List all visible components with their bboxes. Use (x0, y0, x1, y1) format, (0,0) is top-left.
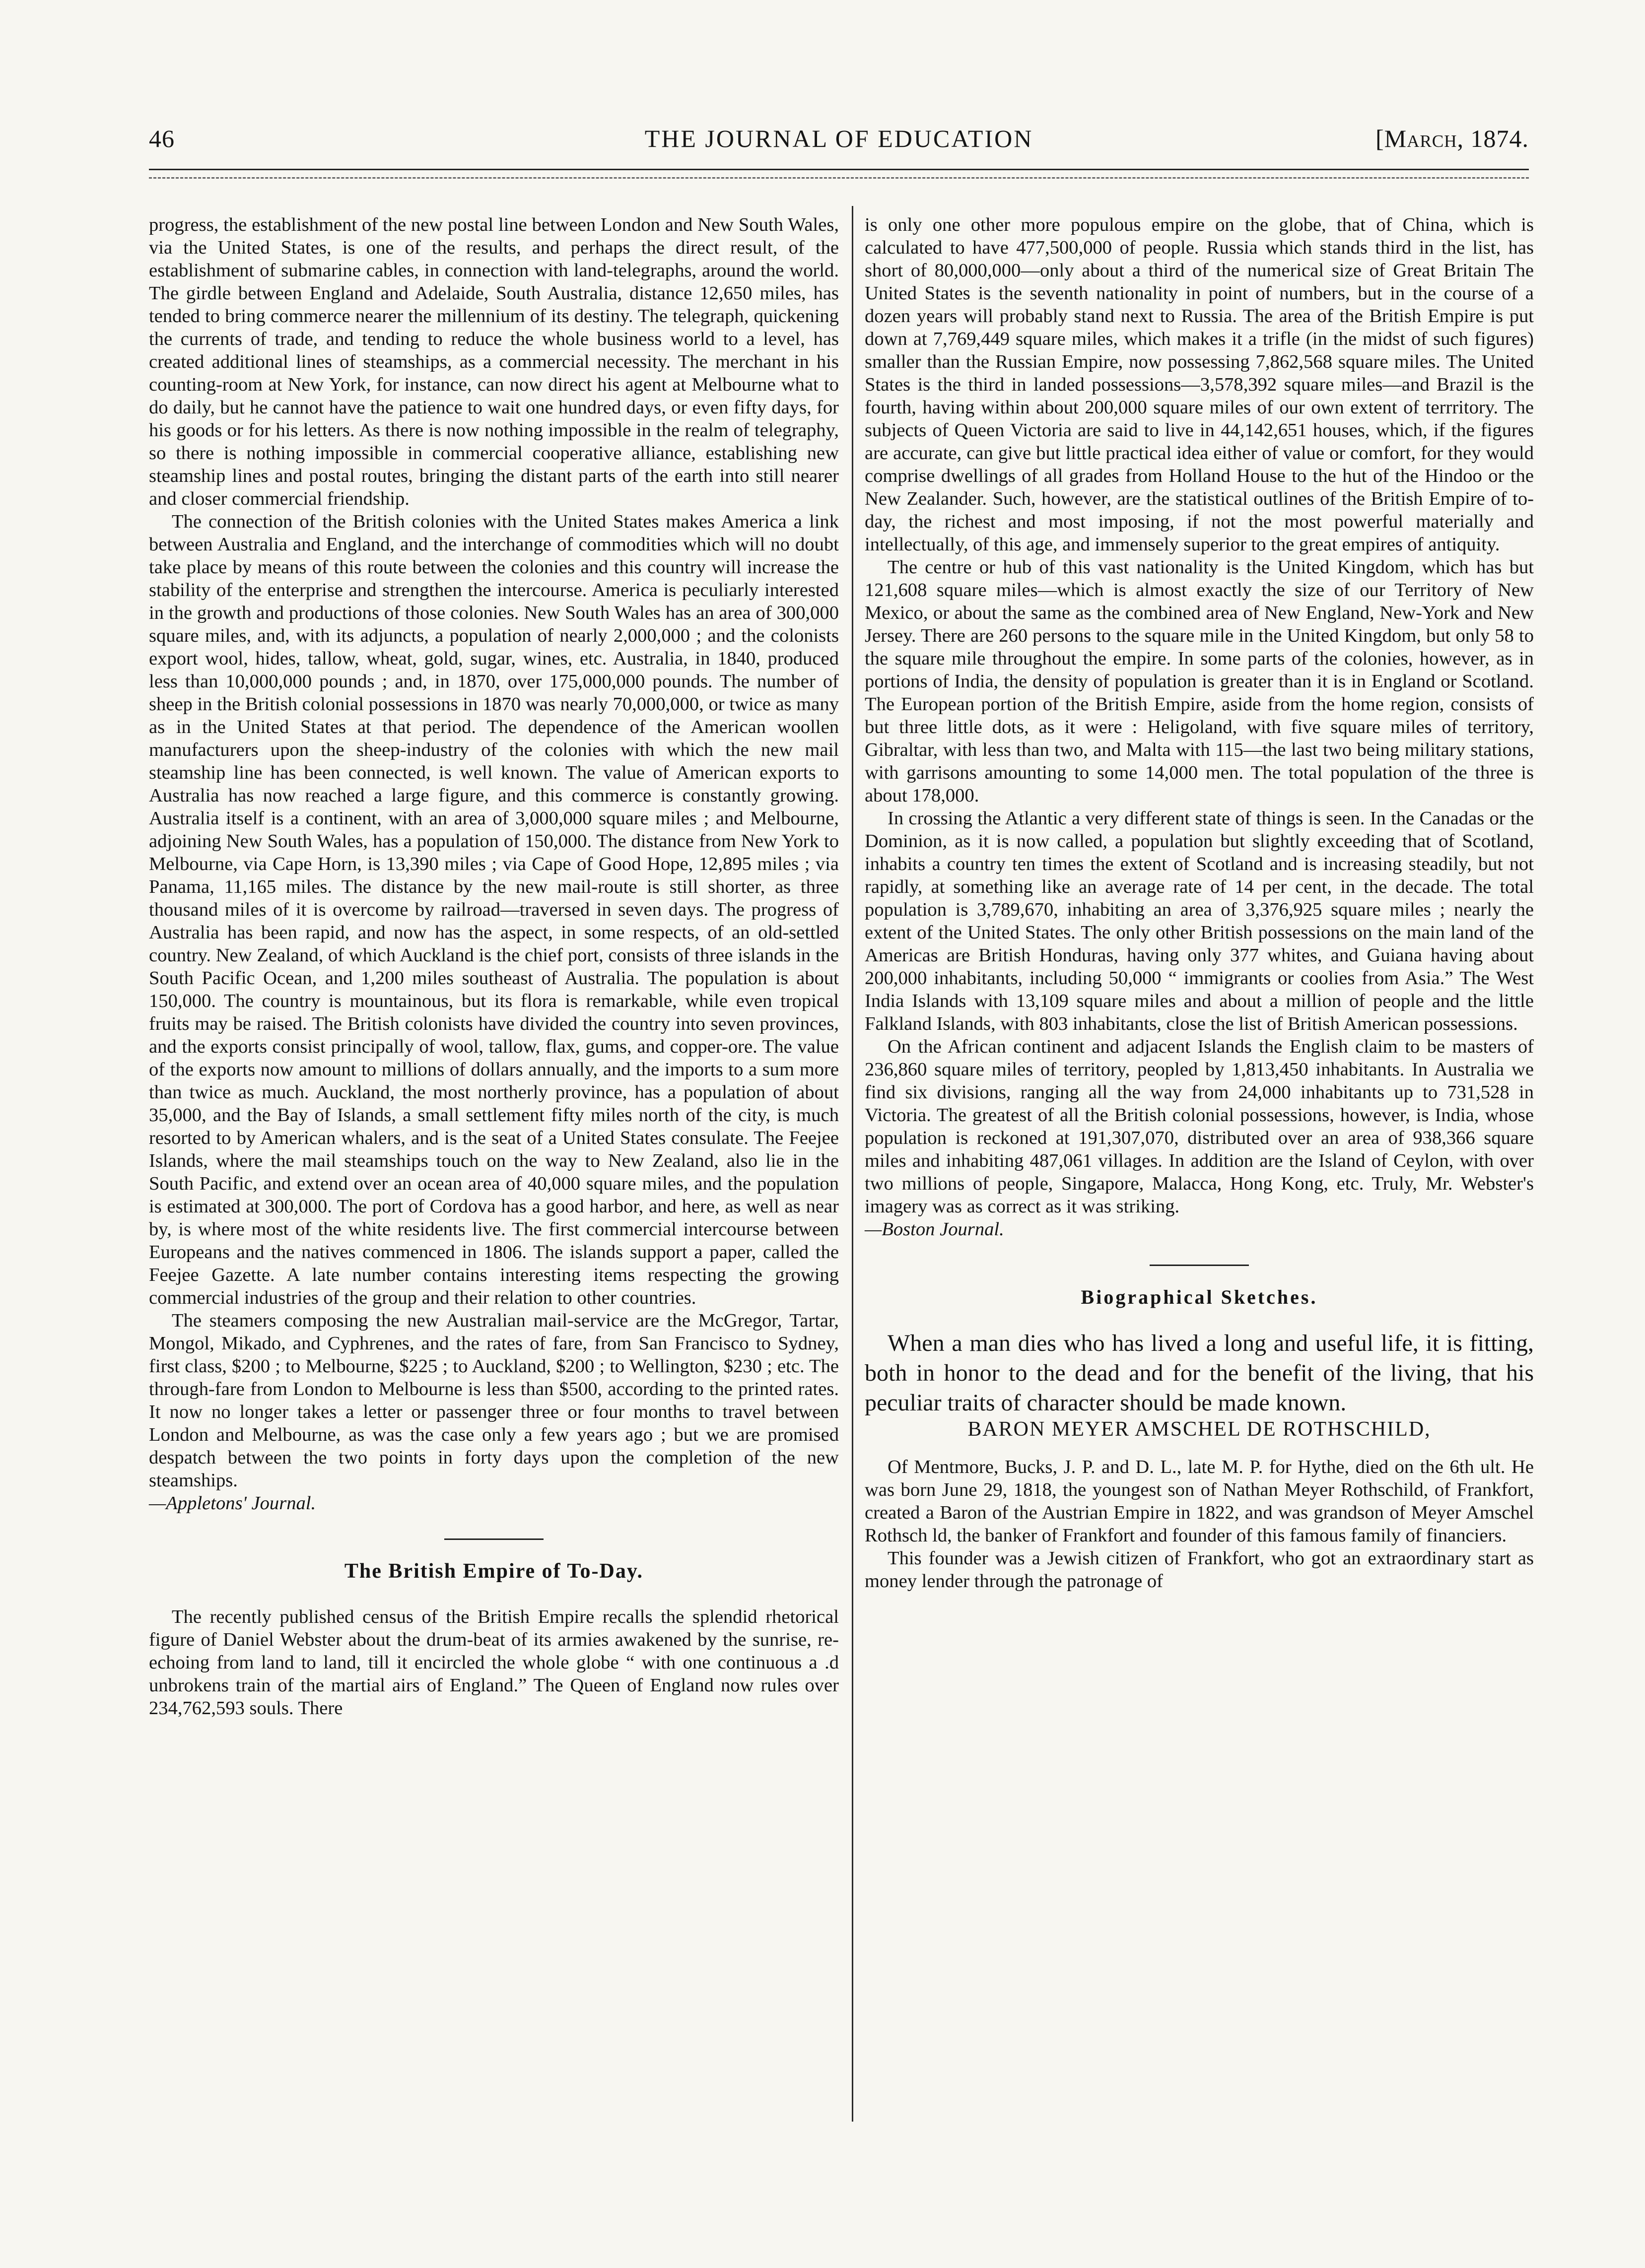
paragraph: On the African continent and adjacent Islands the English claim to be masters of 236,860 square miles of territory, peopled by 1,813,450 inhabitants. In Australia we find six divisions, ranging all the way from 24,000 inhabitants up to 731,528 in Victoria. The greatest of all the British colonial possessions, however, is India, whose population is reckoned at 191,307,070, distributed over an area of 938,366 square miles and inhabiting 487,061 villages. In addition are the Island of Ceylon, with over two millions of people, Singapore, Malacca, Hong Kong, etc. Truly, Mr. Webster's imagery was as correct as it was striking. (865, 1036, 1534, 1217)
paragraph: In crossing the Atlantic a very different state of things is seen. In the Canadas or the Dominion, as it is now called, a population but slightly exceeding that of Scotland, inhabits a country ten times the extent of Scotland and is increasing steadily, but not rapidly, at something like an average rate of 14 per cent, in the decade. The total population is 3,789,670, inhabiting an area of 3,376,925 square miles ; nearly the extent of the United States. The only other British possessions on the main land of the Americas are British Honduras, having only 377 whites, and Guiana having about 200,000 inhabitants, including 50,000 “ immigrants or coolies from Asia.” The West India Islands with 13,109 square miles and about a million of people and the little Falkland Islands, with 803 inhabitants, close the list of British American possessions. (865, 808, 1534, 1034)
paragraph: The centre or hub of this vast nationality is the United Kingdom, which has but 121,608 square miles—which is almost exactly the size of our Territory of New Mexico, or about the same as the combined area of New England, New-York and New Jersey. There are 260 persons to the square mile in the United Kingdom, but only 58 to the square mile throughout the empire. In some parts of the colonies, however, as in portions of India, the density of population is greater than it is in England or Scotland. The European portion of the British Empire, aside from the home region, consists of but three little dots, as it were : Heligoland, with five square miles of territory, Gibraltar, with less than two, and Malta with 115—the last two being military stations, with garrisons amounting to some 14,000 men. The total population of the three is about 178,000. (865, 557, 1534, 806)
section-rule (1150, 1265, 1249, 1266)
paragraph: The recently published census of the British Empire recalls the splendid rhetorical figure of Daniel Webster about the drum-beat of its armies awakened by the sunrise, re-echoing from land to land, till it encircled the whole globe “ with one continuous a .d unbrokens train of the martial airs of England.” The Queen of England now rules over 234,762,593 souls. There (149, 1606, 839, 1719)
paragraph: is only one other more populous empire on the globe, that of China, which is calculated to have 477,500,000 of people. Russia which stands third in the list, has short of 80,000,000—only about a third of the numerical size of Great Britain The United States is the seventh nationality in point of numbers, but in the course of a dozen years will probably stand next to Russia. The area of the British Empire is put down at 7,769,449 square miles, which makes it a trifle (in the midst of such figures) smaller than the Russian Empire, now possessing 7,862,568 square miles. The United States is the third in landed possessions—3,578,392 square miles—and Brazil is the fourth, having within about 200,000 square miles of our own extent of terrritory. The subjects of Queen Victoria are said to live in 44,142,651 houses, which, if the figures are accurate, can give but little practical idea either of value or comfort, for they would comprise dwellings of all grades from Holland House to the hut of the Hindoo or the New Zealander. Such, however, are the statistical outlines of the British Empire of to-day, the richest and most imposing, if not the most powerful materially and intellectually, of this age, and immensely superior to the great empires of antiquity. (865, 214, 1534, 555)
column-divider (852, 206, 853, 2122)
lead-paragraph: When a man dies who has lived a long and useful life, it is fitting, both in honor to the dead and for the benefit of the living, that his peculiar traits of character should be made known. (865, 1330, 1534, 1416)
right-column (865, 213, 1534, 1593)
issue-date: [March, 1874. (1375, 125, 1529, 152)
paragraph: Of Mentmore, Bucks, J. P. and D. L., late M. P. for Hythe, died on the 6th ult. He was born June 29, 1818, the youngest son of Nathan Meyer Rothschild, of Frankfort, created a Baron of the Austrian Empire in 1822, and was grandson of Meyer Amschel Rothsch ld, the banker of Frankfort and founder of this famous family of financiers. (865, 1457, 1534, 1546)
section-rule (444, 1538, 544, 1540)
paragraph: The connection of the British colonies with the United States makes America a link between Australia and England, and the interchange of commodities which will no doubt take place by means of this route between the colonies and this country will increase the stability of the enterprise and strengthen the intercourse. America is peculiarly interested in the growth and productions of those colonies. New South Wales has an area of 300,000 square miles, and, with its adjuncts, a population of nearly 2,000,000 ; and the colonists export wool, hides, tallow, wheat, gold, sugar, wines, etc. Australia, in 1840, produced less than 10,000,000 pounds ; and, in 1870, over 175,000,000 pounds. The number of sheep in the British colonial possessions in 1870 was nearly 70,000,000, or twice as many as in the United States at that period. The dependence of the American woollen manufacturers upon the sheep-industry of the colonies with which the new mail steamship line has been connected, is well known. The value of American exports to Australia has now reached a large figure, and this commerce is constantly growing. Australia itself is a continent, with an area of 3,000,000 square miles ; and Melbourne, adjoining New South Wales, has a population of 150,000. The distance from New York to Melbourne, via Cape Horn, is 13,390 miles ; via Cape of Good Hope, 12,895 miles ; via Panama, 11,165 miles. The distance by the new mail-route is still shorter, as three thousand miles of it is overcome by railroad—traversed in seven days. The progress of Australia has been rapid, and now has the aspect, in some respects, of an old-settled country. New Zealand, of which Auckland is the chief port, consists of three islands in the South Pacific Ocean, and 1,200 miles southeast of Australia. The population is about 150,000. The country is mountainous, but its flora is remarkable, while even tropical fruits may be raised. The British colonists have divided the country into seven provinces, and the exports consist principally of wool, tallow, flax, gums, and copper-ore. The value of the exports now amount to millions of dollars annually, and the imports to a sum more than twice as much. Auckland, the most northerly province, has a population of about 35,000, and the Bay of Islands, a small settlement fifty miles north of the city, is much resorted to by American whalers, and is the seat of a United States consulate. The Feejee Islands, where the mail steamships touch on the way to New Zealand, also lie in the South Pacific, and extend over an ocean area of 40,000 square miles, and the population is estimated at 300,000. The port of Cordova has a good harbor, and here, as well as near by, is where most of the white residents live. The first commercial intercourse between Europeans and the natives commenced in 1806. The islands support a paper, called the Feejee Gazette. A late number contains interesting items respecting the growing commercial industries of the group and their relation to other countries. (149, 511, 839, 1308)
source-credit: —Boston Journal. (865, 1219, 1004, 1240)
paragraph: This founder was a Jewish citizen of Frankfort, who got an extraordinary start as money lender through the patronage of (865, 1548, 1534, 1592)
section-title: Biographical Sketches. (1081, 1286, 1318, 1308)
page-number: 46 (149, 125, 175, 152)
subject-name: BARON MEYER AMSCHEL DE ROTHSCHILD, (967, 1418, 1431, 1441)
left-column (149, 213, 839, 1720)
section-title: The British Empire of To-Day. (344, 1560, 644, 1583)
source-credit: —Appletons' Journal. (149, 1493, 316, 1514)
page-header (149, 124, 1529, 164)
paragraph: The steamers composing the new Australian mail-service are the McGregor, Tartar, Mongol, Mikado, and Cyphrenes, and the rates of fare, from San Francisco to Sydney, first class, $200 ; to Melbourne, $225 ; to Auckland, $200 ; to Wellington, $230 ; etc. The through-fare from London to Melbourne is less than $500, according to the printed rates. It now no longer takes a letter or passenger three or four months to travel between London and Melbourne, as was the case only a few years ago ; but we are promised despatch between the two points in forty days upon the completion of the new steamships. (149, 1310, 839, 1491)
paragraph: progress, the establishment of the new postal line between London and New South Wales, via the United States, is one of the results, and perhaps the direct result, of the establishment of submarine cables, in connection with land-telegraphs, around the world. The girdle between England and Adelaide, South Australia, distance 12,650 miles, has tended to bring commerce nearer the millennium of its destiny. The telegraph, quickening the currents of trade, and tending to reduce the whole business world to a level, has created additional lines of steamships, as a commercial necessity. The merchant in his counting-room at New York, for instance, can now direct his agent at Melbourne what to do daily, but he cannot have the patience to wait one hundred days, or even fifty days, for his goods or for his letters. As there is now nothing impossible in the realm of telegraphy, so there is nothing impossible in commercial cooperative alliance, establishing new steamship lines and postal routes, bringing the distant parts of the earth into still nearer and closer commercial friendship. (149, 214, 839, 509)
journal-title: THE JOURNAL OF EDUCATION (644, 125, 1033, 152)
header-rule (149, 169, 1529, 179)
